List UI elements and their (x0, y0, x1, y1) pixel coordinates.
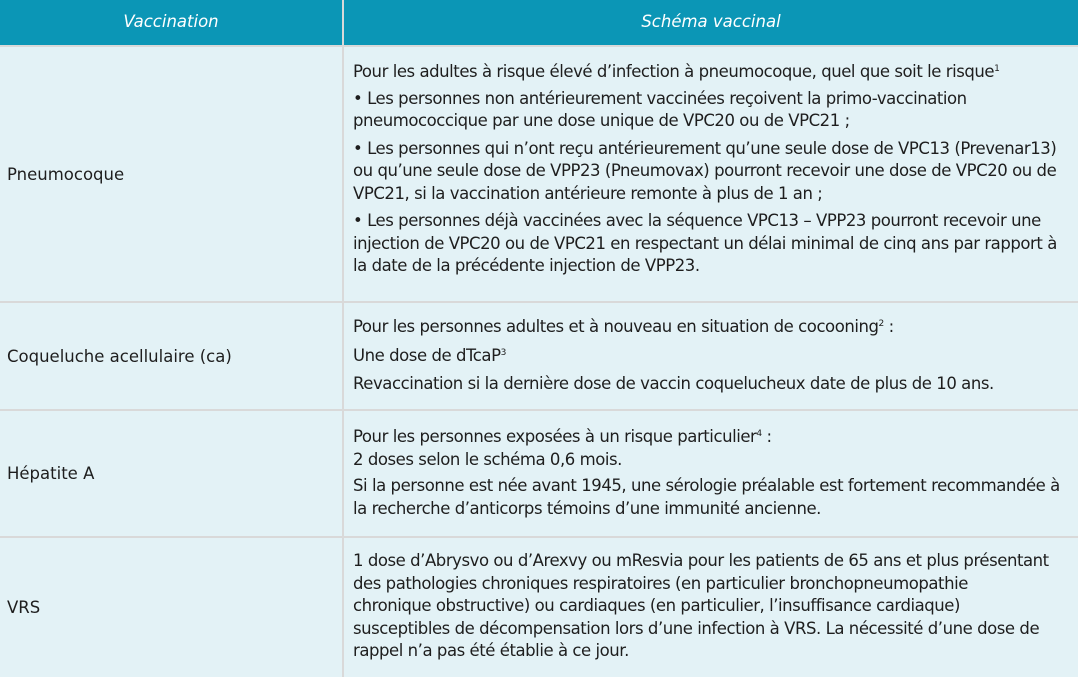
vaccination-cell: Hépatite A (0, 411, 342, 536)
table-row-vrs (0, 538, 1078, 677)
schema-dose: Une dose de dTcaP$^3$ (353, 345, 506, 365)
footnote-ref: 3 (500, 347, 506, 358)
schema-note: Si la personne est née avant 1945, une sérologie préalable est fortement recommandée à la recherche d’anticorps témoins d’une immunité ancienne. (353, 476, 1060, 518)
table-row-hepatite-a (0, 411, 1078, 536)
table-row-coqueluche (0, 303, 1078, 409)
table-row-pneumocoque (0, 47, 1078, 301)
schema-cell (344, 538, 1078, 677)
schema-bullet: • Les personnes non antérieurement vaccinées reçoivent la primo-vaccination pneumococcique par une dose unique de VPC20 ou de VPC21 ; (353, 88, 967, 130)
schema-revaccination: Revaccination si la dernière dose de vaccin coquelucheux date de plus de 10 ans. (353, 374, 994, 393)
schema-doses: 2 doses selon le schéma 0,6 mois. (353, 449, 622, 469)
schema-bullet: • Les personnes déjà vaccinées avec la séquence VPC13 – VPP23 pourront recevoir une injection de VPC20 ou de VPC21 en respectant un délai minimal de cinq ans par rapport à la date de la précédente injection de VPP23. (353, 211, 1057, 275)
schema-cell (344, 303, 1078, 409)
schema-intro: Pour les personnes adultes et à nouveau en situation de cocooning$^2$ : (353, 317, 894, 336)
schema-cell (344, 47, 1078, 301)
header-vaccination: Vaccination (0, 0, 342, 45)
schema-bullet: • Les personnes qui n’ont reçu antérieurement qu’une seule dose de VPC13 (Prevenar13) ou qu’une seule dose de VPP23 (Pneumovax) pourront recevoir une dose de VPC20 ou de VPC21, si la vaccination antérieure remonte à plus de 1 an ; (353, 138, 1057, 203)
vaccination-cell: Pneumocoque (0, 47, 342, 301)
footnote-ref: 1 (994, 64, 1000, 74)
schema-cell (344, 411, 1078, 536)
footnote-ref: 2 (878, 319, 884, 329)
schema-intro: Pour les personnes exposées à un risque particulier$^4$ : (353, 427, 772, 446)
header-schema-vaccinal: Schéma vaccinal (344, 0, 1078, 45)
schema-intro: Pour les adultes à risque élevé d’infection à pneumocoque, quel que soit le risque$^1$ (353, 62, 1000, 81)
footnote-ref: 4 (756, 429, 762, 439)
table-header (0, 0, 1078, 45)
schema-text: 1 dose d’Abrysvo ou d’Arexvy ou mResvia pour les patients de 65 ans et plus présentant des pathologies chroniques respiratoires (en particulier bronchopneumopathie chronique obstructive) ou cardiaques (en particulier, l’insuffisance cardiaque) susceptibles de décompensation lors d’une infection à VRS. La nécessité d’une dose de rappel n’a pas été établie à ce jour. (353, 551, 1049, 660)
vaccination-cell: Coqueluche acellulaire (ca) (0, 303, 342, 409)
vaccination-cell: VRS (0, 538, 342, 677)
